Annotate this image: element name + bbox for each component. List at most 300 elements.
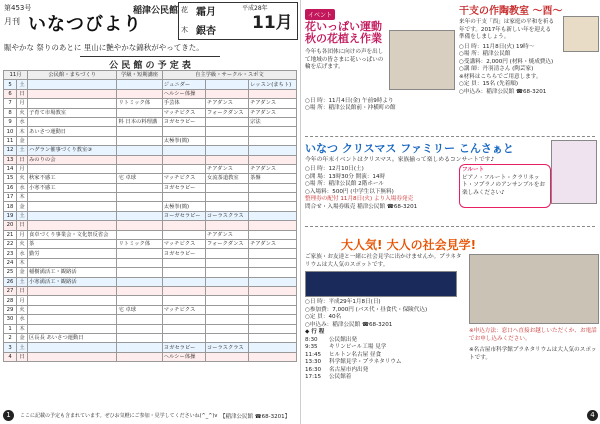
row-weekday: 日 (17, 286, 28, 295)
row-date: 27 (4, 286, 17, 295)
row-cell (249, 286, 297, 295)
schedule-row (4, 155, 297, 164)
itinerary-label: ◆ 行 程 (305, 329, 325, 335)
row-cell (249, 183, 297, 192)
schedule-row (4, 333, 297, 342)
xmas-time: ○開 場：13時30分 開演：14時 (305, 173, 386, 180)
itinerary-place: 公民館着 (329, 374, 352, 380)
schedule-row (4, 99, 297, 108)
trip-notes (469, 328, 597, 362)
row-cell: ジュニダー (162, 80, 205, 89)
row-cell (249, 277, 297, 286)
row-date: 15 (4, 174, 17, 183)
trip-fee: ○参加費：7,000円 (バス代・昼食代・保険代込) (305, 306, 428, 313)
row-cell (117, 146, 162, 155)
row-cell (28, 352, 117, 361)
row-weekday: 土 (17, 211, 28, 220)
row-date: 13 (4, 155, 17, 164)
row-cell: チアダンス (205, 99, 248, 108)
row-cell: フォークダンス (205, 108, 248, 117)
row-cell (162, 315, 205, 324)
row-cell (249, 343, 297, 352)
flower-photo (389, 30, 455, 90)
page-number-4: 4 (587, 410, 598, 421)
schedule-row (4, 80, 297, 89)
itinerary-item (305, 352, 465, 360)
trip-footer: ※名古屋市科学館プラネタリウムは大人気のスポットです。 (469, 347, 597, 361)
divider-1 (305, 136, 595, 137)
row-cell (117, 80, 162, 89)
schedule-row (4, 258, 297, 267)
row-cell (28, 99, 117, 108)
row-cell: 小寒不感工 (28, 183, 117, 192)
pottery-title: 干支の作陶教室 〜酉〜 (459, 6, 563, 17)
issue-number: 第453号 (4, 4, 32, 12)
row-cell (205, 155, 248, 164)
xmas-date: ○日 時：12月10日(土) (305, 166, 364, 172)
schedule-row (4, 352, 297, 361)
row-date: 17 (4, 193, 17, 202)
row-cell: チアダンス (249, 108, 297, 117)
trip-intro: ご家族・お友達と一緒に社会見学に出かけませんか。プラネタリウムは大人気のスポットです。 (305, 254, 462, 268)
itinerary-place: キリンビール工場 見学 (329, 344, 387, 350)
itinerary-time: 11:45 (305, 351, 322, 358)
row-weekday: 月 (17, 164, 28, 173)
row-cell: あいさつ運動日 (28, 127, 117, 136)
schedule-row (4, 305, 297, 314)
schedule-row (4, 136, 297, 145)
itinerary-time: 13:30 (305, 359, 322, 365)
row-date: 20 (4, 221, 17, 230)
schedule-row (4, 202, 297, 211)
row-weekday: 木 (17, 127, 28, 136)
row-cell: 太極拳(簡) (162, 202, 205, 211)
schedule-row (4, 193, 297, 202)
row-cell: ハグラン催事づくり教室③ (28, 146, 117, 155)
row-cell (162, 333, 205, 342)
page-4 (301, 0, 600, 424)
row-date: 2 (4, 333, 17, 342)
row-cell: 太極拳(簡) (162, 136, 205, 145)
row-date: 14 (4, 164, 17, 173)
row-cell (117, 211, 162, 220)
row-cell (117, 315, 162, 324)
xmas-lead: 今年の年末イベントはクリスマス。家族揃って楽しめるコンサートです♪ (305, 157, 495, 163)
flower-date: ○日 時：11月4日(金) 午前9時より (305, 97, 394, 104)
row-cell (249, 127, 297, 136)
row-cell (205, 315, 248, 324)
tagline: 賑やかな 祭りのあとに 里山に艶やかな錦秋がやってきた。 (4, 43, 204, 52)
row-cell (205, 136, 248, 145)
row-cell (117, 324, 162, 333)
row-date: 28 (4, 296, 17, 305)
row-cell (162, 127, 205, 136)
xmas-fee: ○入場料：500円 (中学生以下無料) (305, 188, 394, 195)
row-cell (205, 202, 248, 211)
itinerary-time: 17:15 (305, 374, 322, 380)
row-cell (249, 193, 297, 202)
schedule-row (4, 249, 297, 258)
schedule-row (4, 174, 297, 183)
row-date: 18 (4, 202, 17, 211)
tree-label: 木 (181, 26, 188, 34)
row-cell (205, 258, 248, 267)
row-weekday: 火 (17, 240, 28, 249)
itinerary-time: 9:35 (305, 344, 318, 350)
col-classes: 学級・短期講座 (117, 71, 162, 80)
schedule-row (4, 230, 297, 239)
schedule-header (4, 71, 297, 80)
itinerary-place: 公民館出発 (329, 336, 357, 343)
col-date: 11月 (4, 71, 28, 80)
row-cell: 区長長 あいさつ運動日 (28, 333, 117, 342)
row-cell (162, 155, 205, 164)
month-name: 霜月 (196, 7, 216, 18)
row-cell (249, 146, 297, 155)
row-cell (28, 258, 117, 267)
row-weekday: 日 (17, 221, 28, 230)
row-cell (28, 211, 117, 220)
schedule-row (4, 117, 297, 126)
itinerary-list (305, 337, 465, 382)
row-weekday: 土 (17, 146, 28, 155)
row-cell (28, 286, 117, 295)
row-cell (249, 136, 297, 145)
row-cell (117, 296, 162, 305)
row-cell (117, 202, 162, 211)
row-cell: 勤労 (28, 249, 117, 258)
schedule-row (4, 277, 297, 286)
row-weekday: 土 (17, 80, 28, 89)
schedule-table (3, 70, 297, 362)
row-weekday: 月 (17, 99, 28, 108)
row-date: 30 (4, 315, 17, 324)
row-cell (117, 268, 162, 277)
schedule-row (4, 343, 297, 352)
footer-contact: 【稲津公民館 ☎68-3201】 (220, 414, 291, 420)
row-cell: ヘルシー体操 (162, 352, 205, 361)
row-date: 29 (4, 305, 17, 314)
schedule-row (4, 296, 297, 305)
row-cell: コーラスクラス (205, 343, 248, 352)
row-weekday: 金 (17, 136, 28, 145)
itinerary-item (305, 359, 465, 367)
xmas-place: ○場 所：稲津公民館 2階ホール (305, 181, 385, 187)
row-cell: 秋家不感工 (28, 174, 117, 183)
row-cell: 宅 卓球 (117, 174, 162, 183)
row-cell (28, 202, 117, 211)
row-cell (249, 249, 297, 258)
row-cell: チアダンス (249, 164, 297, 173)
row-cell (117, 164, 162, 173)
row-weekday: 月 (17, 296, 28, 305)
row-date: 1 (4, 324, 17, 333)
itinerary-item (305, 367, 465, 375)
row-date: 21 (4, 230, 17, 239)
trip-date: ○日 時：平成29年1月8日(日) (305, 299, 381, 305)
row-cell (117, 108, 162, 117)
row-date: 10 (4, 127, 17, 136)
row-cell: ヨーガセラピー (162, 211, 205, 220)
flute-text: ピアノ・フルート・クラリネット・ソプラノのアンサンブルをお楽しみください♪ (462, 174, 546, 196)
schedule-row (4, 89, 297, 98)
row-cell (249, 258, 297, 267)
col-circles: 自主学級・サークル・スポ文 (162, 71, 296, 80)
row-cell (117, 136, 162, 145)
row-cell (117, 249, 162, 258)
schedule-row (4, 127, 297, 136)
row-date: 3 (4, 343, 17, 352)
row-cell: リトミック体 (117, 99, 162, 108)
row-weekday: 水 (17, 249, 28, 258)
row-cell: 宗法 (249, 117, 297, 126)
row-cell: ヨガセラピー (162, 117, 205, 126)
row-cell (205, 268, 248, 277)
row-cell: コーラスクラス (205, 211, 248, 220)
row-cell (205, 80, 248, 89)
row-cell (28, 343, 117, 352)
row-date: 16 (4, 183, 17, 192)
row-date: 5 (4, 80, 17, 89)
row-cell (162, 193, 205, 202)
row-date: 6 (4, 89, 17, 98)
schedule-row (4, 183, 297, 192)
row-date: 19 (4, 211, 17, 220)
row-cell: 子育て市場教室 (28, 108, 117, 117)
row-cell: 料 日本の料理講 (117, 117, 162, 126)
schedule-row (4, 315, 297, 324)
row-cell (162, 146, 205, 155)
row-date: 26 (4, 277, 17, 286)
row-cell (205, 324, 248, 333)
row-cell (117, 343, 162, 352)
pottery-place: ○場 所：稲津公民館 (459, 51, 511, 57)
row-date: 24 (4, 258, 17, 267)
row-cell: 女流茶道教室 (205, 174, 248, 183)
row-cell (249, 296, 297, 305)
row-date: 23 (4, 249, 17, 258)
flower-body: 今年も各団体に向けの声を出して地域の皆さまに花いっぱいの輪を広げます。 (305, 49, 384, 70)
pottery-date: ○日 時：11月8日(火) 19時〜 (459, 43, 535, 50)
row-cell: 手芸体 (162, 99, 205, 108)
row-cell: 小寒満活工・観路活 (28, 277, 117, 286)
row-date: 12 (4, 146, 17, 155)
flower-title-1: 花いっぱい運動 (305, 20, 382, 33)
row-date: 9 (4, 117, 17, 126)
row-cell (162, 221, 205, 230)
row-cell: リトミック体 (117, 240, 162, 249)
pottery-capacity: ○定 員：15名 (先着順) (459, 81, 519, 87)
row-cell (117, 221, 162, 230)
row-cell (117, 230, 162, 239)
museum-photo (469, 254, 599, 324)
row-cell (28, 315, 117, 324)
row-weekday: 木 (17, 258, 28, 267)
row-cell: みのりの会 (28, 155, 117, 164)
flute-label: フルート (462, 167, 485, 173)
row-cell (249, 230, 297, 239)
row-date: 4 (4, 352, 17, 361)
row-cell (117, 258, 162, 267)
row-cell (28, 324, 117, 333)
itinerary-time: 8:30 (305, 336, 318, 343)
row-cell (205, 277, 248, 286)
row-cell (117, 286, 162, 295)
row-cell (249, 211, 297, 220)
row-cell (205, 249, 248, 258)
row-cell (28, 136, 117, 145)
row-weekday: 水 (17, 117, 28, 126)
trip-notes-text: ※申込方法：窓口へ直接お越しいただくか、お電話でお申し込みください。 (469, 328, 597, 342)
row-date: 7 (4, 99, 17, 108)
row-cell (249, 315, 297, 324)
row-cell (162, 268, 205, 277)
schedule-row (4, 164, 297, 173)
monthly-label: 月刊 (4, 17, 20, 26)
row-date: 11 (4, 136, 17, 145)
page-number: 1 (3, 410, 14, 421)
row-cell: 食卓づくり事業会・文化祭反省会 (28, 230, 117, 239)
row-weekday: 金 (17, 333, 28, 342)
row-weekday: 火 (17, 305, 28, 314)
schedule-body (4, 80, 297, 362)
row-weekday: 金 (17, 202, 28, 211)
schedule-row (4, 268, 297, 277)
row-cell (205, 89, 248, 98)
row-cell (249, 305, 297, 314)
row-cell (28, 89, 117, 98)
pottery-fee: ○受講料：2,000円 (材料・焼成費込) (459, 58, 554, 65)
row-cell: チアダンス (249, 240, 297, 249)
row-cell (249, 202, 297, 211)
schedule-row (4, 211, 297, 220)
row-weekday: 日 (17, 155, 28, 164)
row-cell (162, 258, 205, 267)
row-cell (117, 89, 162, 98)
month-number: 11月 (252, 13, 293, 33)
row-weekday: 火 (17, 108, 28, 117)
row-cell (249, 221, 297, 230)
row-cell (162, 164, 205, 173)
itinerary-item (305, 337, 465, 345)
row-cell (205, 305, 248, 314)
row-cell: 茶 (28, 240, 117, 249)
row-cell: 茶盤 (249, 174, 297, 183)
row-cell (162, 324, 205, 333)
row-cell (117, 277, 162, 286)
schedule-row (4, 108, 297, 117)
trip-apply: ○申込み：稲津公民館 ☎68-3201 (305, 321, 393, 328)
pottery-body: 来年の干支「酉」は家庭の平和を祈る年です。2017年も新しい年を迎える準備をしましょう。 (459, 19, 555, 40)
row-cell: ヨガセラピー (162, 183, 205, 192)
row-cell (28, 221, 117, 230)
trip-title: 大人気! 大人の社会見学! (341, 238, 477, 252)
row-cell (205, 296, 248, 305)
row-weekday: 月 (17, 230, 28, 239)
trip-capacity: ○定 員：40名 (305, 314, 342, 320)
row-cell (28, 164, 117, 173)
row-cell: ヨガセラピー (162, 343, 205, 352)
row-cell: マッチビクス (162, 108, 205, 117)
row-cell (117, 333, 162, 342)
row-cell: マッチビクス (162, 240, 205, 249)
row-cell (249, 352, 297, 361)
row-cell (205, 146, 248, 155)
row-weekday: 木 (17, 324, 28, 333)
row-date: 8 (4, 108, 17, 117)
row-cell (249, 268, 297, 277)
row-cell: チアダンス (205, 230, 248, 239)
row-cell: チアダンス (249, 99, 297, 108)
row-cell (117, 352, 162, 361)
row-weekday: 水 (17, 315, 28, 324)
flower-title-2: 秋の花植え作業 (305, 32, 382, 45)
row-weekday: 日 (17, 89, 28, 98)
divider-2 (305, 226, 595, 227)
row-cell: マッチビクス (162, 305, 205, 314)
schedule-row (4, 240, 297, 249)
musicians-photo (551, 140, 597, 204)
schedule-row (4, 286, 297, 295)
row-cell (205, 193, 248, 202)
row-cell: ヨガセラピー (162, 249, 205, 258)
row-cell (117, 127, 162, 136)
newsletter-title: いなつびより (28, 14, 142, 35)
row-cell (205, 221, 248, 230)
flower-place: ○場 所：稲津公民館前・沖横町の館 (305, 105, 396, 111)
row-weekday: 火 (17, 174, 28, 183)
row-cell (249, 333, 297, 342)
row-cell (205, 127, 248, 136)
row-cell (28, 296, 117, 305)
schedule-row (4, 146, 297, 155)
row-cell (28, 305, 117, 314)
row-cell (205, 333, 248, 342)
row-weekday: 金 (17, 268, 28, 277)
pottery-apply: ○申込み：稲津公民館 ☎68-3201 (459, 88, 547, 95)
trip-body (305, 254, 465, 382)
row-cell (162, 286, 205, 295)
itinerary-item (305, 374, 465, 382)
row-weekday: 木 (17, 193, 28, 202)
schedule-row (4, 324, 297, 333)
row-cell: レッスン(まちト) (249, 80, 297, 89)
row-cell (249, 89, 297, 98)
flower-name: 銀杏 (196, 26, 216, 37)
row-cell (205, 286, 248, 295)
xmas-title: いなつ クリスマス ファミリー こんさぁと (305, 142, 514, 155)
itinerary-place: ヒルトン名古屋 昼食 (329, 351, 382, 358)
row-cell (117, 183, 162, 192)
itinerary-place: 科学館見学・プラネタリウム (329, 359, 402, 365)
row-cell (117, 193, 162, 202)
event-tag: イベント (305, 9, 335, 20)
planetarium-photo (305, 271, 457, 297)
xmas-contact: 問合せ・入場券販売 稲津公民館 ☎68-3201 (305, 203, 418, 210)
row-cell (249, 324, 297, 333)
row-weekday: 日 (17, 352, 28, 361)
itinerary-item (305, 344, 465, 352)
itinerary-place: 名古屋市内出発 (329, 366, 369, 373)
row-cell (205, 183, 248, 192)
row-cell (249, 155, 297, 164)
flower-label: 花 (181, 6, 188, 14)
row-cell (28, 80, 117, 89)
xmas-ticket: 整理券の配付 11月8日(火) より入場券発売 (305, 196, 414, 202)
row-cell (205, 117, 248, 126)
col-community: 公民館・まちづくり (28, 71, 117, 80)
row-cell (162, 277, 205, 286)
